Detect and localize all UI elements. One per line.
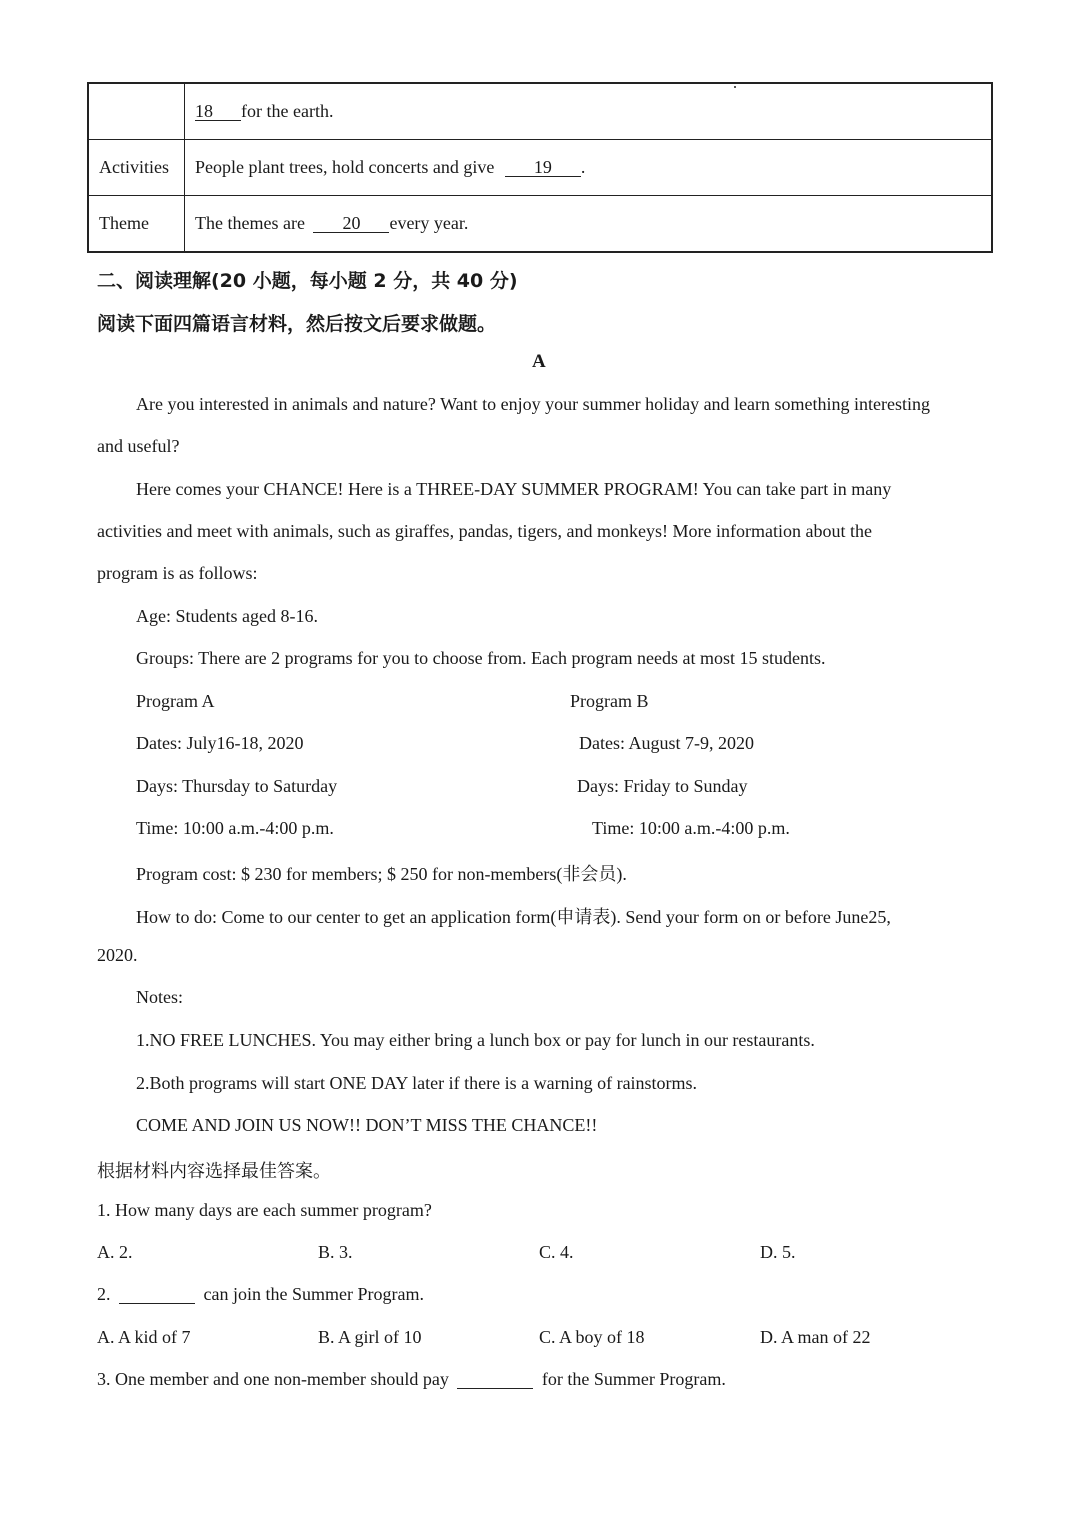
program-a-days: Days: Thursday to Saturday <box>136 776 338 796</box>
passage-title: A <box>532 351 546 372</box>
question-text-before: 3. One member and one non-member should pay <box>97 1369 449 1389</box>
note-item: 2.Both programs will start ONE DAY later if there is a warning of rainstorms. <box>136 1073 698 1093</box>
program-cost: Program cost: $ 230 for members; $ 250 for non-members(非会员). <box>136 864 627 884</box>
answer-blank <box>119 1285 195 1304</box>
paragraph-line: activities and meet with animals, such as giraffes, pandas, tigers, and monkeys! More information about the <box>97 521 872 541</box>
row-label: Activities <box>88 140 185 196</box>
paragraph-line: program is as follows: <box>97 563 258 583</box>
paragraph-line: and useful? <box>97 436 180 456</box>
question-1-option-d: D. 5. <box>760 1242 796 1262</box>
program-b-days: Days: Friday to Sunday <box>577 776 748 796</box>
row-label <box>88 83 185 140</box>
row-text-before: The themes are <box>195 213 305 233</box>
question-2-option-d: D. A man of 22 <box>760 1327 871 1347</box>
row-text-after: for the earth. <box>241 101 334 121</box>
paragraph-line: Here comes your CHANCE! Here is a THREE-DAY SUMMER PROGRAM! You can take part in many <box>136 479 892 499</box>
question-text-after: for the Summer Program. <box>541 1369 726 1389</box>
program-b-dates: Dates: August 7-9, 2020 <box>579 733 754 753</box>
row-content <box>185 140 993 196</box>
row-text-before: People plant trees, hold concerts and give <box>195 157 495 177</box>
program-a-dates: Dates: July16-18, 2020 <box>136 733 304 753</box>
section-heading: 二、阅读理解(20 小题，每小题 2 分，共 40 分) <box>97 270 518 292</box>
question-2-option-c: C. A boy of 18 <box>539 1327 645 1347</box>
program-b-time: Time: 10:00 a.m.-4:00 p.m. <box>592 818 790 838</box>
question-2-stem <box>97 1284 424 1305</box>
how-to-apply: How to do: Come to our center to get an application form(申请表). Send your form on or before June25, <box>136 907 891 927</box>
program-a-time: Time: 10:00 a.m.-4:00 p.m. <box>136 818 334 838</box>
groups-info: Groups: There are 2 programs for you to choose from. Each program needs at most 15 students. <box>136 648 826 668</box>
summary-table <box>87 82 993 253</box>
question-1-option-c: C. 4. <box>539 1242 574 1262</box>
answer-blank-18: 18 <box>195 102 241 121</box>
age-info: Age: Students aged 8-16. <box>136 606 318 626</box>
table-row <box>88 83 992 140</box>
program-a-name: Program A <box>136 691 215 711</box>
question-2-option-a: A. A kid of 7 <box>97 1327 191 1347</box>
table-row <box>88 140 992 196</box>
answer-blank-19: 19 <box>505 158 581 177</box>
question-text: can join the Summer Program. <box>203 1284 424 1304</box>
notes-title: Notes: <box>136 987 183 1007</box>
how-to-apply-cont: 2020. <box>97 945 138 965</box>
question-3-stem <box>97 1369 726 1390</box>
program-b-name: Program B <box>570 691 649 711</box>
table-row <box>88 196 992 253</box>
questions-instruction: 根据材料内容选择最佳答案。 <box>97 1161 331 1182</box>
question-1-option-a: A. 2. <box>97 1242 133 1262</box>
note-item: 1.NO FREE LUNCHES. You may either bring a lunch box or pay for lunch in our restaurants. <box>136 1030 815 1050</box>
question-1-stem: 1. How many days are each summer program? <box>97 1200 432 1220</box>
section-instruction: 阅读下面四篇语言材料，然后按文后要求做题。 <box>97 313 497 335</box>
answer-blank-20: 20 <box>313 214 389 233</box>
row-content <box>185 196 993 253</box>
row-text-after: every year. <box>389 213 469 233</box>
question-number: 2. <box>97 1284 111 1304</box>
row-content <box>185 83 993 140</box>
question-1-option-b: B. 3. <box>318 1242 353 1262</box>
row-text-after: . <box>580 157 586 177</box>
row-label: Theme <box>88 196 185 253</box>
answer-blank <box>457 1370 533 1389</box>
question-2-option-b: B. A girl of 10 <box>318 1327 422 1347</box>
closing-line: COME AND JOIN US NOW!! DON’T MISS THE CHANCE!! <box>136 1115 598 1135</box>
paragraph-line: Are you interested in animals and nature? Want to enjoy your summer holiday and learn something interesting <box>136 394 931 414</box>
